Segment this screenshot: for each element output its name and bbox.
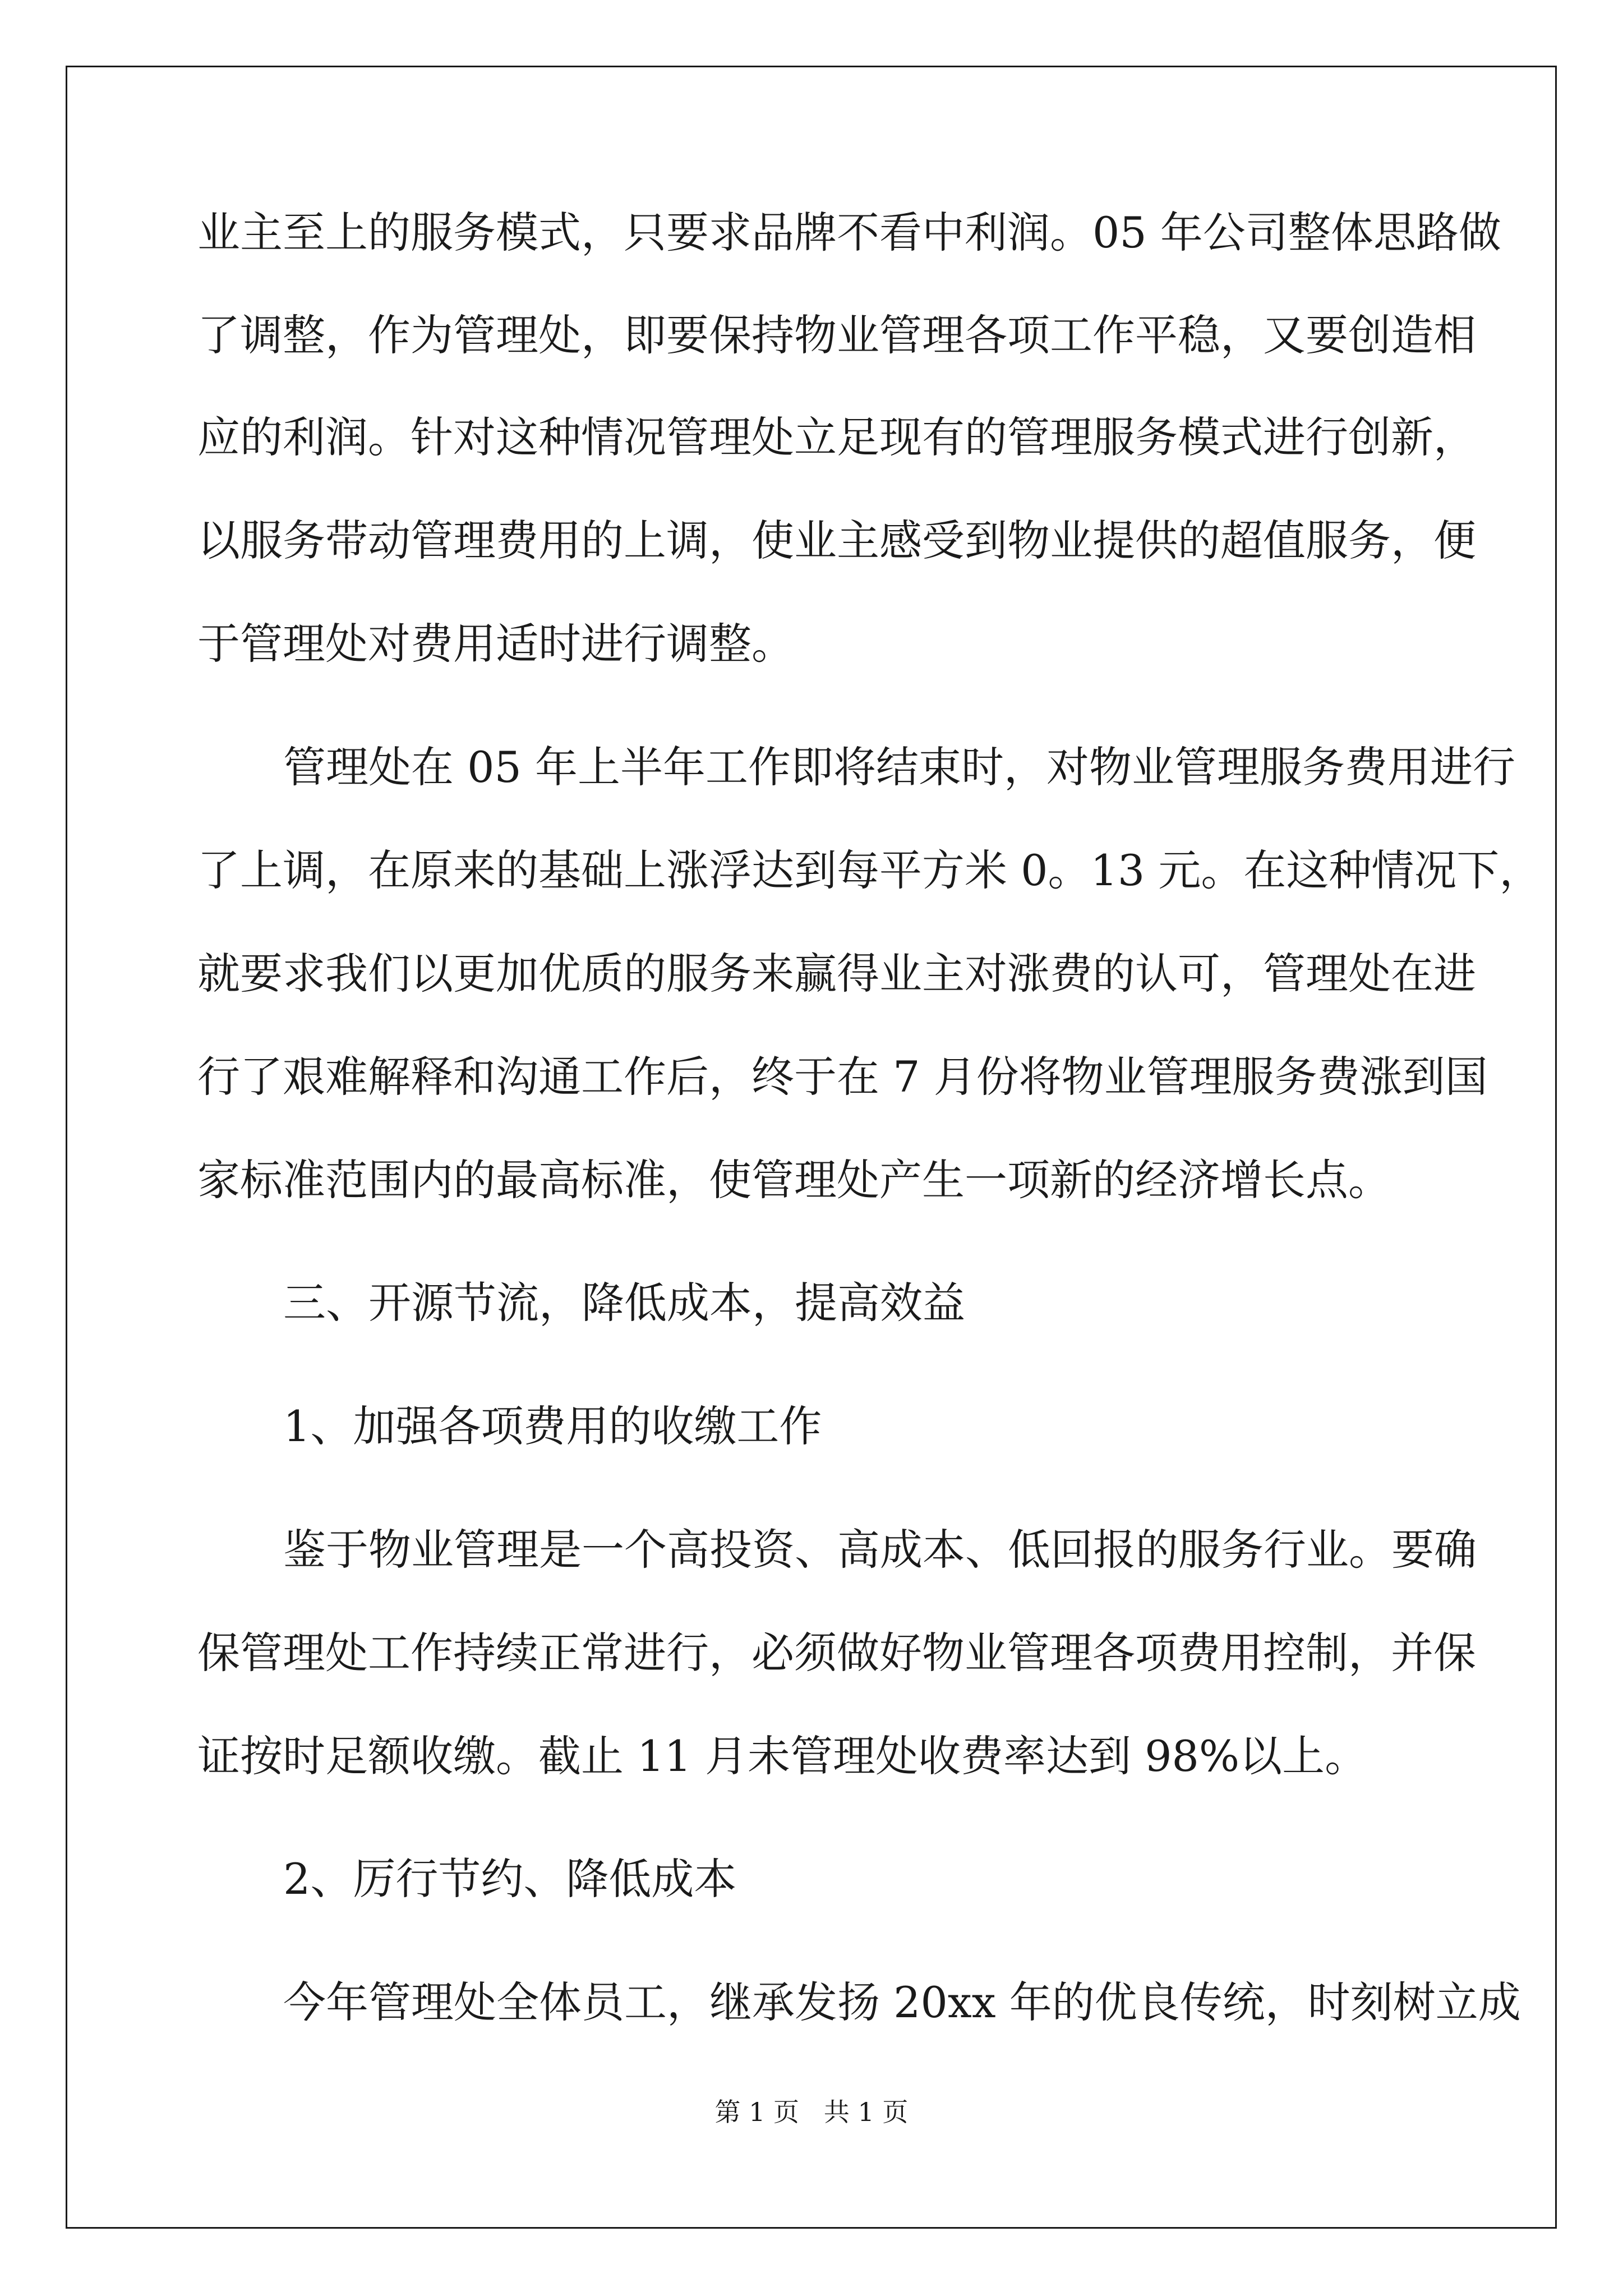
subsection-heading: 1、加强各项费用的收缴工作 (283, 1401, 822, 1451)
paragraph-start: 鉴于物业管理是一个高投资、高成本、低回报的服务行业。要确 (283, 1525, 1477, 1575)
paragraph-start: 管理处在 05 年上半年工作即将结束时，对物业管理服务费用进行 (283, 742, 1516, 792)
body-line: 于管理处对费用适时进行调整。 (197, 619, 794, 669)
body-line: 行了艰难解释和沟通工作后，终于在 7 月份将物业管理服务费涨到国 (197, 1052, 1488, 1102)
section-heading: 三、开源节流，降低成本，提高效益 (283, 1278, 965, 1328)
body-line: 家标准范围内的最高标准，使管理处产生一项新的经济增长点。 (197, 1155, 1391, 1205)
paragraph-start: 今年管理处全体员工，继承发扬 20xx 年的优良传统，时刻树立成 (283, 1977, 1521, 2027)
body-line: 业主至上的服务模式，只要求品牌不看中利润。05 年公司整体思路做 (197, 208, 1501, 257)
body-line: 证按时足额收缴。截止 11 月未管理处收费率达到 98%以上。 (197, 1731, 1368, 1781)
body-line: 保管理处工作持续正常进行，必须做好物业管理各项费用控制，并保 (197, 1628, 1476, 1678)
subsection-heading: 2、厉行节约、降低成本 (283, 1854, 737, 1904)
body-line: 以服务带动管理费用的上调，使业主感受到物业提供的超值服务，便 (197, 516, 1476, 565)
body-line: 了上调，在原来的基础上涨浮达到每平方米 0。13 元。在这种情况下， (197, 845, 1542, 895)
body-line: 了调整，作为管理处，即要保持物业管理各项工作平稳，又要创造相 (197, 310, 1476, 360)
page-number-footer: 第 1 页 共 1 页 (714, 2097, 909, 2127)
body-line: 就要求我们以更加优质的服务来赢得业主对涨费的认可，管理处在进 (197, 949, 1476, 999)
body-line: 应的利润。针对这种情况管理处立足现有的管理服务模式进行创新， (197, 412, 1476, 462)
